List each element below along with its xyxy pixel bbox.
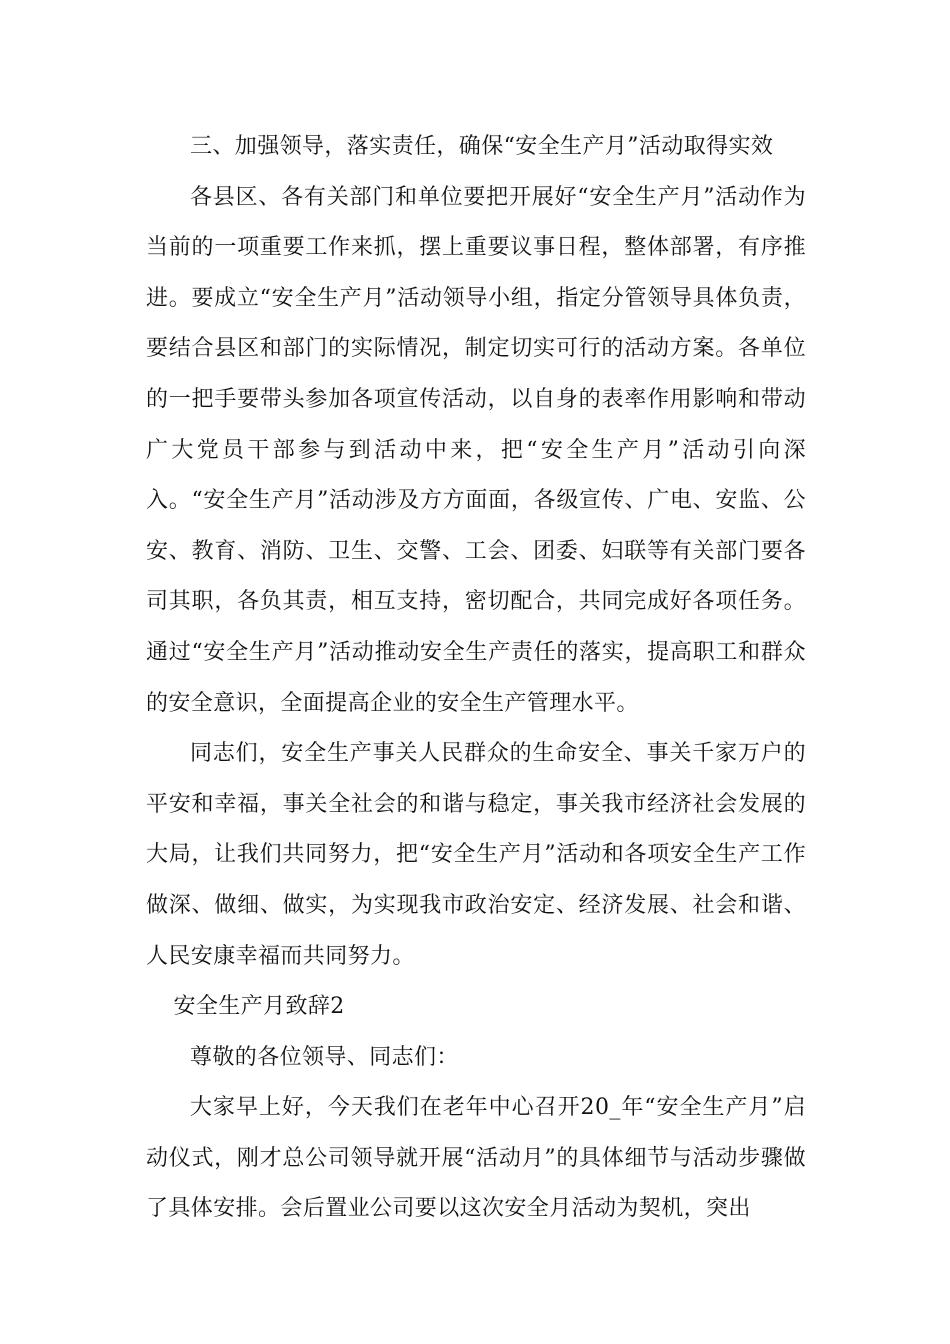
document-page bbox=[146, 122, 806, 1235]
speech-title: 安全生产月致辞2 bbox=[173, 994, 345, 1020]
section-heading: 三、加强领导，落实责任，确保“安全生产月”活动取得实效 bbox=[190, 134, 774, 159]
salutation: 尊敬的各位领导、同志们： bbox=[190, 1044, 459, 1070]
body-paragraph: 各县区、各有关部门和单位要把开展好“安全生产月”活动作为当前的一项重要工作来抓，摆上重要议事日程，整体部署，有序推进。要成立“安全生产月”活动领导小组，指定分管领导具体负责，要结合县区和部门的实际情况，制定切实可行的活动方案。各单位的一把手要带头参加各项宣传活动，以自身的表率作用影响和带动广大党员干部参与到活动中来，把“安全生产月”活动引向深入。“安全生产月”活动涉及方方面面，各级宣传、广电、安监、公安、教育、消防、卫生、交警、工会、团委、妇联等有关部门要各司其职，各负其责，相互支持，密切配合，共同完成好各项任务。通过“安全生产月”活动推动安全生产责任的落实，提高职工和群众的安全意识，全面提高企业的安全生产管理水平。 bbox=[146, 184, 806, 716]
body-paragraph: 同志们，安全生产事关人民群众的生命安全、事关千家万户的平安和幸福，事关全社会的和谐与稳定，事关我市经济社会发展的大局，让我们共同努力，把“安全生产月”活动和各项安全生产工作做深、做细、做实，为实现我市政治安定、经济发展、社会和谐、人民安康幸福而共同努力。 bbox=[146, 741, 806, 969]
body-paragraph: 大家早上好，今天我们在老年中心召开20_年“安全生产月”启动仪式，刚才总公司领导就开展“活动月”的具体细节与活动步骤做了具体安排。会后置业公司要以这次安全月活动为契机，突出 bbox=[146, 1095, 806, 1222]
